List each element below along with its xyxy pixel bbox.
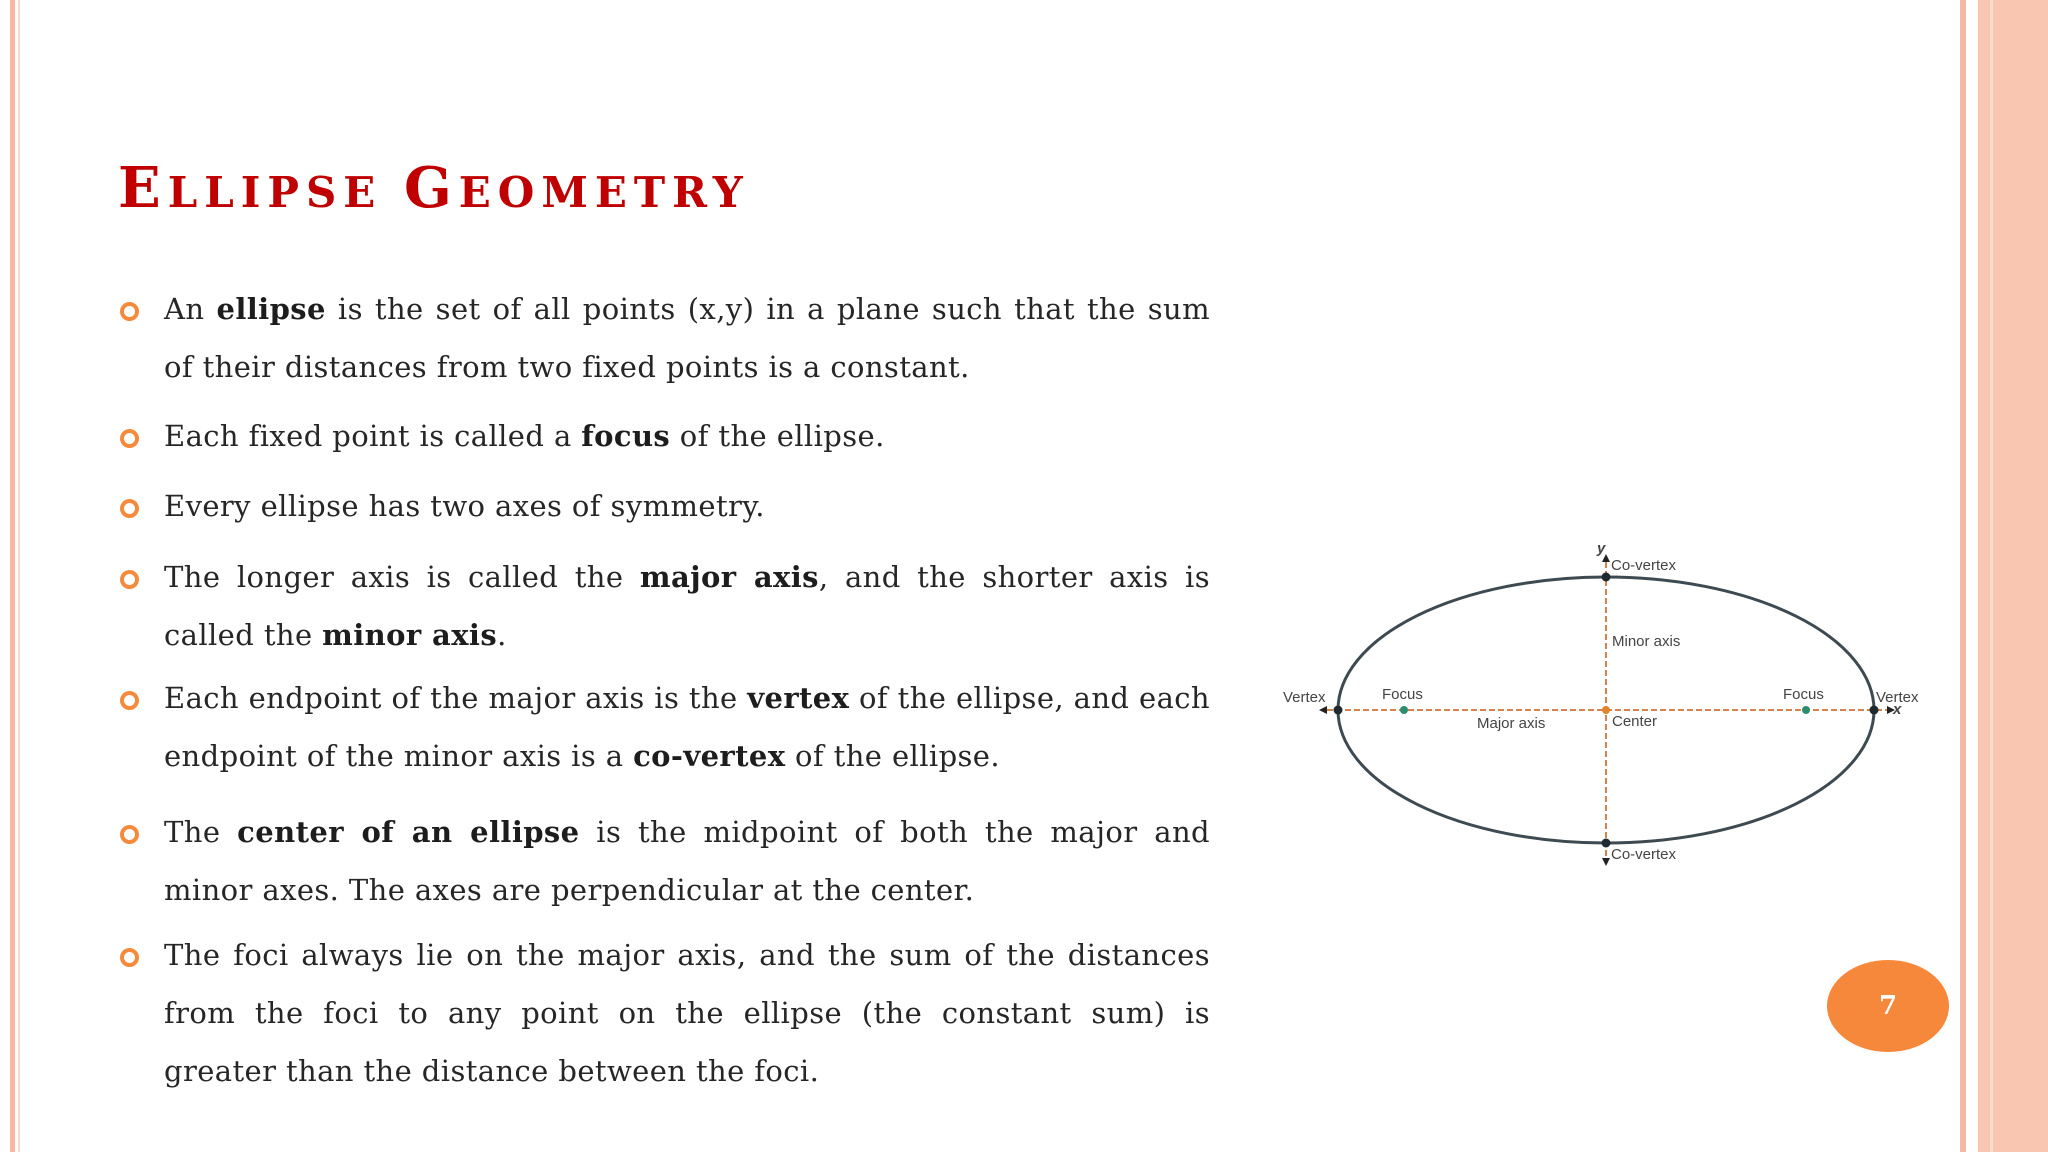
title-rest-1: LLIPSE <box>167 168 404 217</box>
co-vertex-top-label: Co-vertex <box>1611 557 1677 574</box>
co-vertex-top-point <box>1602 573 1611 582</box>
bullet-ring-icon <box>120 948 139 967</box>
bullet-ring-icon <box>120 825 139 844</box>
left-border-line <box>18 0 20 1152</box>
center-label: Center <box>1612 713 1658 730</box>
bullet-text: The foci always lie on the major axis, and the sum of the distances from the foci to any point on the ellipse (the constant sum) is greater than the distance between the foci. <box>164 938 1210 1088</box>
bullet-text: Every ellipse has two axes of symmetry. <box>164 489 765 523</box>
page-number-badge: 7 <box>1827 960 1949 1052</box>
bullet-ring-icon <box>120 499 139 518</box>
vertex-right-point <box>1870 706 1879 715</box>
focus-left-point <box>1400 706 1408 714</box>
center-point <box>1602 706 1610 714</box>
bullet-ring-icon <box>120 429 139 448</box>
focus-right-point <box>1802 706 1810 714</box>
bullet-text: An ellipse is the set of all points (x,y) in a plane such that the sum of their distances from two fixed points is a constant. <box>164 292 1211 384</box>
major-axis-label: Major axis <box>1477 715 1546 732</box>
vertex-left-label: Vertex <box>1283 689 1326 706</box>
right-border-band <box>1978 0 2048 1152</box>
right-border-line <box>1990 0 1993 1152</box>
left-border-stripe <box>10 0 15 1152</box>
co-vertex-bottom-label: Co-vertex <box>1611 846 1677 863</box>
title-cap-2: G <box>403 155 459 221</box>
title-cap-1: E <box>118 155 168 221</box>
x-arrow-left-icon <box>1319 706 1327 714</box>
bullet-text: Each fixed point is called a focus of the ellipse. <box>164 419 885 453</box>
right-border-stripe <box>1960 0 1966 1152</box>
x-axis-label: x <box>1893 701 1902 718</box>
bullet-text: The longer axis is called the major axis, and the shorter axis is called the minor axis. <box>164 560 1210 652</box>
y-axis-label: y <box>1597 540 1606 557</box>
vertex-left-point <box>1334 706 1343 715</box>
bullet-ring-icon <box>120 691 139 710</box>
slide-title <box>118 155 750 221</box>
bullet-ring-icon <box>120 570 139 589</box>
vertex-right-label: Vertex <box>1876 689 1919 706</box>
bullet-ring-icon <box>120 302 139 321</box>
bullet-text: The center of an ellipse is the midpoint of both the major and minor axes. The axes are perpendicular at the center. <box>164 815 1210 907</box>
minor-axis-label: Minor axis <box>1612 633 1681 650</box>
focus-right-label: Focus <box>1783 686 1824 703</box>
title-rest-2: EOMETRY <box>458 168 750 217</box>
focus-left-label: Focus <box>1382 686 1423 703</box>
y-arrow-down-icon <box>1602 858 1610 866</box>
ellipse-diagram <box>1275 535 1935 880</box>
co-vertex-bottom-point <box>1602 839 1611 848</box>
bullet-text: Each endpoint of the major axis is the vertex of the ellipse, and each endpoint of the minor axis is a co-vertex of the ellipse. <box>164 681 1210 773</box>
